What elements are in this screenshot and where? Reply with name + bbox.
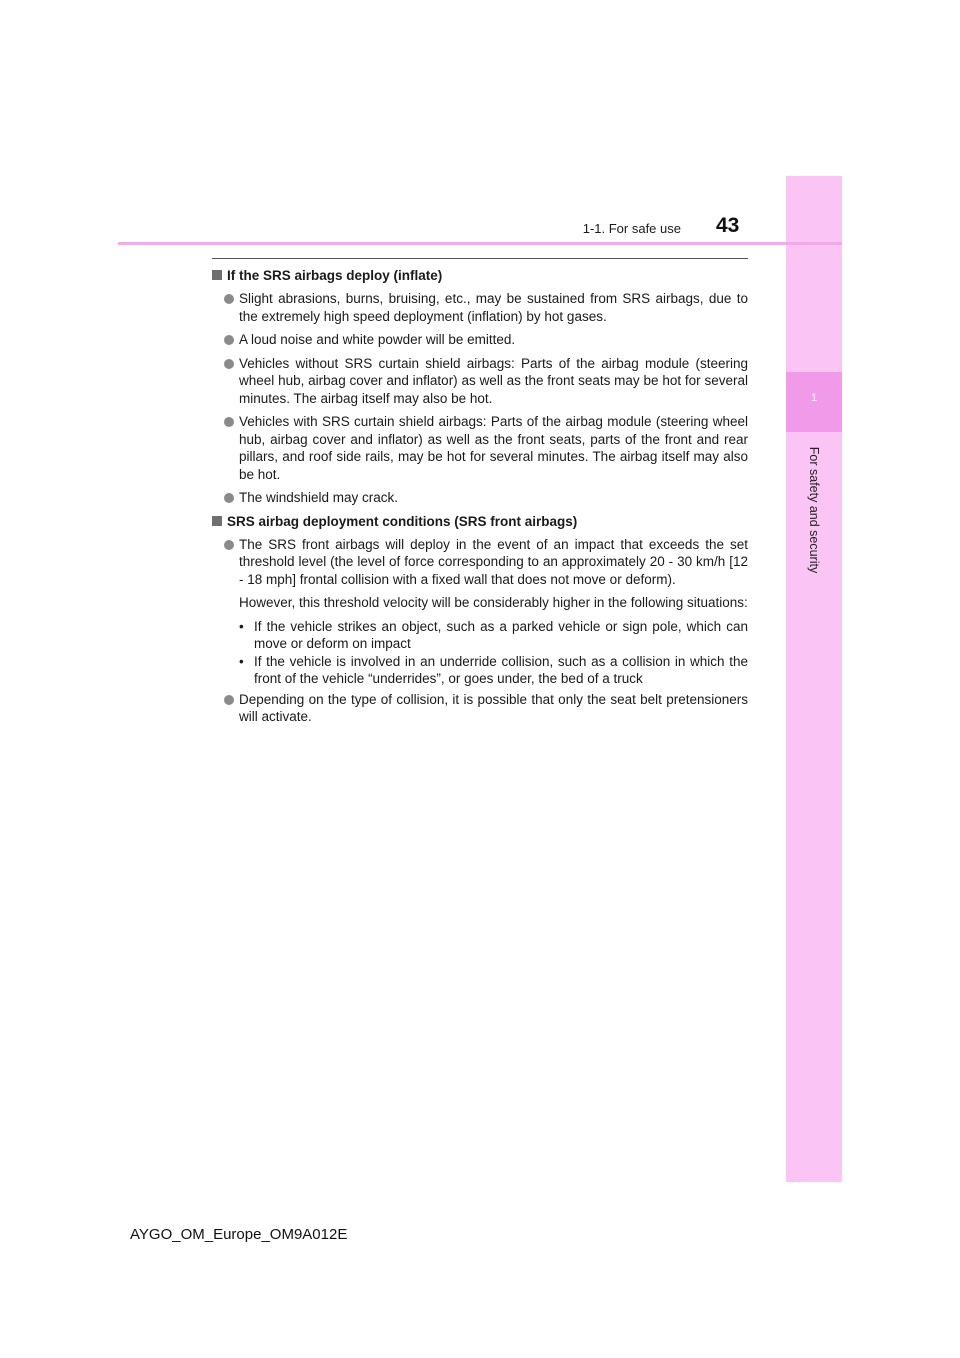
list-item-text: A loud noise and white powder will be emitted. [239,332,516,347]
page-number: 43 [716,214,740,237]
circle-bullet-icon [224,294,234,304]
list-item [212,413,748,483]
circle-bullet-icon [224,540,234,550]
sub-list-item [212,653,748,688]
sub-list-item-text: If the vehicle strikes an object, such as a parked vehicle or sign pole, which can move or deform on impact [254,618,748,651]
section-heading [212,513,748,530]
sub-list-item [212,618,748,653]
list-item-text: The SRS front airbags will deploy in the event of an impact that exceeds the set threshold level (the level of force corresponding to an approximately 20 - 30 km/h [12 - 18 mph] frontal collision with a fixed wall that does not move or deform). [239,536,748,587]
sub-bullet-icon: • [239,618,244,634]
list-item [212,290,748,325]
list-item-text: Slight abrasions, burns, bruising, etc., may be sustained from SRS airbags, due to the extremely high speed deployment (inflation) by hot gases. [239,291,748,324]
chapter-number: 1 [810,392,818,404]
page-content [212,258,748,732]
footer-doc-code: AYGO_OM_Europe_OM9A012E [130,1226,348,1243]
list-item [212,355,748,408]
sub-list-item-text: If the vehicle is involved in an underride collision, such as a collision in which the front of the vehicle “underrides”, or goes under, the bed of a truck [254,653,748,686]
square-bullet-icon [212,270,222,280]
list-item-text: The windshield may crack. [239,490,399,505]
paragraph: However, this threshold velocity will be considerably higher in the following situations: [239,595,748,610]
circle-bullet-icon [224,359,234,369]
circle-bullet-icon [224,695,234,705]
chapter-side-tab [786,176,842,1182]
list-item-text: Vehicles without SRS curtain shield airbags: Parts of the airbag module (steering wheel hub, airbag cover and inflator) as well as the front seats may be hot for several minutes. The airbag itself may also be hot. [239,355,748,406]
section-heading-text: If the SRS airbags deploy (inflate) [227,268,443,283]
list-item [212,536,748,589]
list-item [212,489,748,507]
list-item [212,691,748,726]
sub-bullet-icon: • [239,653,244,669]
list-item [212,331,748,349]
chapter-title: For safety and security [807,446,821,574]
section-label: 1-1. For safe use [582,221,681,236]
square-bullet-icon [212,516,222,526]
section-heading-text: SRS airbag deployment conditions (SRS front airbags) [227,513,578,529]
section-heading [212,267,748,284]
list-item-text: Depending on the type of collision, it is possible that only the seat belt pretensioners will activate. [239,691,748,724]
circle-bullet-icon [224,335,234,345]
list-item-text: Vehicles with SRS curtain shield airbags: Parts of the airbag module (steering wheel hub, airbag cover and inflator) as well as the front seats, parts of the front and rear pillars, and roof side rails, may be hot for several minutes. The airbag itself may also be hot. [239,414,748,482]
header-rule [118,242,842,245]
circle-bullet-icon [224,417,234,427]
circle-bullet-icon [224,493,234,503]
